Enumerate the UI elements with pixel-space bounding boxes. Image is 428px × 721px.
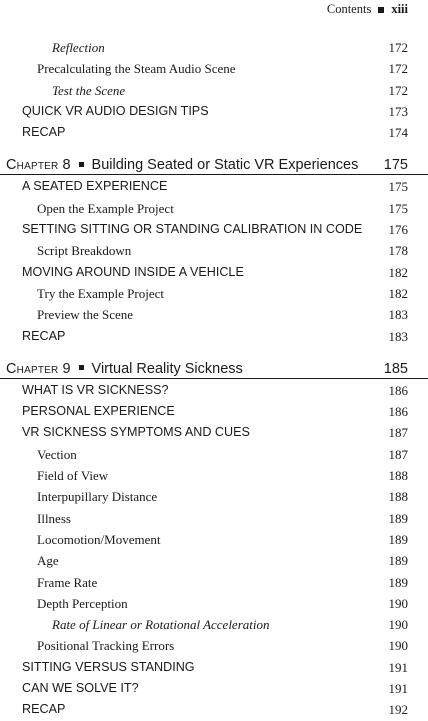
toc-entry[interactable] [0,58,428,79]
toc-entry-label: RECAP [22,125,66,140]
toc-entry-page-number: 175 [388,200,408,216]
toc-entry[interactable] [0,262,428,283]
toc-entry-label: VR SICKNESS SYMPTOMS AND CUES [22,425,250,440]
toc-entry-page-number: 189 [388,531,408,547]
chapter-9-entries [0,380,428,721]
toc-entry-page-number: 189 [388,574,408,590]
toc-entry-page-number: 182 [388,264,408,280]
toc-entry[interactable] [0,401,428,422]
toc-entry-label: Depth Perception [37,595,128,611]
toc-entry[interactable] [0,37,428,58]
toc-entry-page-number: 176 [388,222,408,238]
toc-entry-page-number: 175 [388,179,408,195]
toc-entry-label: Script Breakdown [37,243,132,259]
toc-entry-page-number: 189 [388,510,408,526]
toc-entry[interactable] [0,219,428,240]
chapter-page-number: 185 [383,360,408,377]
toc-entry-page-number: 188 [388,468,408,484]
chapter-9-heading[interactable] [0,356,428,379]
toc-entry-page-number: 183 [388,328,408,344]
toc-entry[interactable] [0,304,428,325]
toc-entry-label: Illness [37,510,71,526]
toc-entry-label: CAN WE SOLVE IT? [22,681,139,696]
toc-entry-label: RECAP [22,328,66,343]
toc-entry-page-number: 190 [388,617,408,633]
toc-entry-label: WHAT IS VR SICKNESS? [22,382,169,397]
toc-entry-page-number: 191 [388,681,408,697]
toc-entry-label: Locomotion/Movement [37,531,161,547]
toc-entry[interactable] [0,80,428,101]
toc-entry[interactable] [0,699,428,720]
toc-entry-label: SITTING VERSUS STANDING [22,659,195,674]
toc-entry-page-number: 174 [388,125,408,141]
toc-entry-label: Preview the Scene [37,307,134,323]
toc-entry[interactable] [0,326,428,347]
toc-entry[interactable] [0,422,428,443]
square-bullet-icon [79,365,84,370]
toc-entry-page-number: 173 [388,103,408,119]
toc-entry-label: Test the Scene [52,82,126,98]
chapter-word: Chapter [6,360,59,377]
chapter-word: Chapter [6,157,59,174]
toc-entry-label: Positional Tracking Errors [37,638,175,654]
chapter-page-number: 175 [383,157,408,174]
toc-entry-page-number: 186 [388,382,408,398]
toc-entry[interactable] [0,444,428,465]
toc-entry-page-number: 172 [388,61,408,77]
toc-entry[interactable] [0,198,428,219]
toc-entry-page-number: 188 [388,489,408,505]
toc-entry[interactable] [0,529,428,550]
chapter-number: 8 [62,157,71,174]
toc-entry-label: A SEATED EXPERIENCE [22,179,168,194]
toc-entry[interactable] [0,176,428,197]
toc-entry-page-number: 190 [388,638,408,654]
toc-entry[interactable] [0,122,428,143]
running-head [327,2,408,17]
toc-entry[interactable] [0,508,428,529]
toc-entry-label: Try the Example Project [37,285,164,301]
toc-entry-page-number: 187 [388,425,408,441]
toc-entry[interactable] [0,240,428,261]
toc-entry[interactable] [0,678,428,699]
toc-entry-label: Precalculating the Steam Audio Scene [37,61,236,77]
chapter-8-label [6,157,358,173]
toc-entry-page-number: 172 [388,82,408,98]
toc-entry-label: SETTING SITTING OR STANDING CALIBRATION IN CODE [22,222,363,237]
chapter-title: Building Seated or Static VR Experiences [91,157,359,174]
toc-entry-label: Rate of Linear or Rotational Acceleration [52,617,270,633]
toc-entry-label: Vection [37,446,77,462]
table-of-contents [0,37,428,721]
toc-entry-page-number: 192 [388,702,408,718]
running-head-page-number: xiii [391,2,408,16]
running-head-title: Contents [326,2,372,16]
toc-entry-label: Interpupillary Distance [37,489,158,505]
toc-entry-label: Age [37,553,59,569]
toc-entry-page-number: 190 [388,595,408,611]
toc-entry-label: Reflection [52,40,105,55]
toc-entry[interactable] [0,486,428,507]
toc-entry[interactable] [0,593,428,614]
chapter-title: Virtual Reality Sickness [91,360,243,377]
toc-entry-label: PERSONAL EXPERIENCE [22,404,175,419]
toc-entry-page-number: 178 [388,243,408,259]
toc-entry[interactable] [0,283,428,304]
toc-entry-label: RECAP [22,702,66,717]
toc-entry[interactable] [0,657,428,678]
toc-entry-label: QUICK VR AUDIO DESIGN TIPS [22,103,209,118]
toc-entry[interactable] [0,614,428,635]
toc-entry[interactable] [0,550,428,571]
toc-entry-page-number: 183 [388,307,408,323]
toc-continued-entries [0,37,428,143]
chapter-number: 9 [62,360,71,377]
square-bullet-icon [378,7,384,13]
toc-entry-page-number: 187 [388,446,408,462]
toc-entry-page-number: 189 [388,553,408,569]
toc-entry-label: Open the Example Project [37,200,174,216]
toc-entry-page-number: 191 [388,659,408,675]
toc-entry-page-number: 172 [388,40,408,55]
chapter-9-label [6,361,243,377]
toc-entry[interactable] [0,380,428,401]
toc-entry-page-number: 186 [388,404,408,420]
toc-entry-label: MOVING AROUND INSIDE A VEHICLE [22,264,244,279]
toc-entry-page-number: 182 [388,285,408,301]
toc-entry[interactable] [0,465,428,486]
toc-entry[interactable] [0,635,428,656]
toc-entry-label: Field of View [37,468,109,484]
toc-entry[interactable] [0,101,428,122]
chapter-8-heading[interactable] [0,152,428,175]
square-bullet-icon [79,162,84,167]
toc-entry-label: Frame Rate [37,574,98,590]
chapter-8-entries [0,176,428,346]
toc-entry[interactable] [0,572,428,593]
